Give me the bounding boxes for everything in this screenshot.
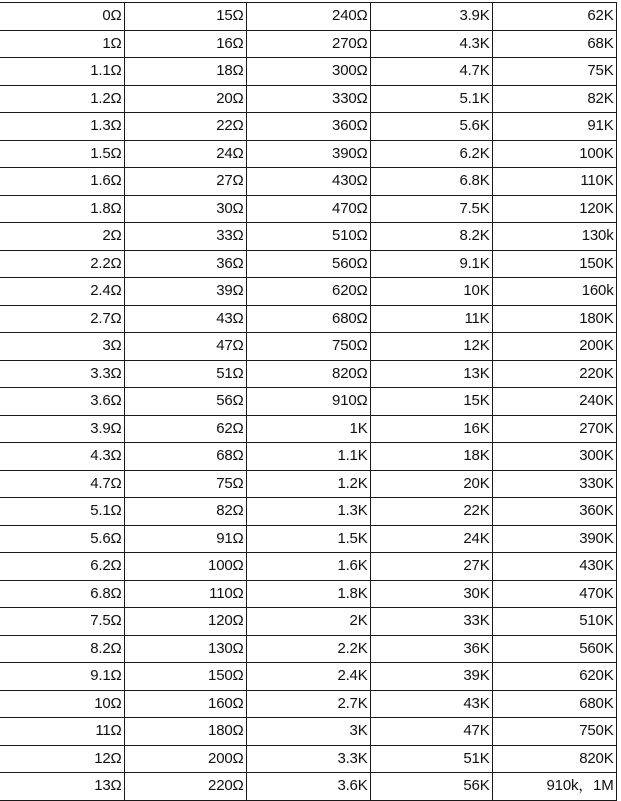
table-cell-col-4: 10K — [370, 278, 492, 306]
table-cell-col-5: 360K — [492, 498, 616, 526]
table-cell-col-1: 1.1Ω — [0, 58, 124, 86]
table-cell-col-1: 2Ω — [0, 223, 124, 251]
table-cell-col-2: 150Ω — [124, 663, 246, 691]
table-cell-col-1: 3.3Ω — [0, 360, 124, 388]
table-cell-col-5: 130k — [492, 223, 616, 251]
table-cell-col-3: 510Ω — [246, 223, 370, 251]
table-cell-col-3: 1.5K — [246, 525, 370, 553]
resistor-values-table — [0, 2, 617, 801]
table-row — [0, 690, 616, 718]
table-cell-col-5: 620K — [492, 663, 616, 691]
table-cell-col-1: 1.8Ω — [0, 195, 124, 223]
table-cell-col-5: 75K — [492, 58, 616, 86]
table-cell-col-3: 1.8K — [246, 580, 370, 608]
table-cell-col-2: 43Ω — [124, 305, 246, 333]
table-row — [0, 553, 616, 581]
table-row — [0, 773, 616, 801]
table-row — [0, 470, 616, 498]
table-cell-col-4: 33K — [370, 608, 492, 636]
table-cell-col-2: 180Ω — [124, 718, 246, 746]
table-cell-col-4: 7.5K — [370, 195, 492, 223]
table-row — [0, 718, 616, 746]
table-cell-col-5: 300K — [492, 443, 616, 471]
table-cell-col-5: 100K — [492, 140, 616, 168]
table-row — [0, 663, 616, 691]
table-cell-col-2: 120Ω — [124, 608, 246, 636]
table-cell-col-4: 9.1K — [370, 250, 492, 278]
table-cell-col-2: 18Ω — [124, 58, 246, 86]
table-row — [0, 608, 616, 636]
table-cell-col-4: 13K — [370, 360, 492, 388]
table-cell-col-2: 36Ω — [124, 250, 246, 278]
table-cell-col-2: 30Ω — [124, 195, 246, 223]
table-row — [0, 250, 616, 278]
table-row — [0, 635, 616, 663]
table-cell-col-1: 6.8Ω — [0, 580, 124, 608]
table-cell-col-1: 9.1Ω — [0, 663, 124, 691]
table-cell-col-3: 3K — [246, 718, 370, 746]
table-row — [0, 745, 616, 773]
table-row — [0, 278, 616, 306]
table-cell-col-3: 910Ω — [246, 388, 370, 416]
table-cell-col-4: 4.3K — [370, 30, 492, 58]
table-cell-col-1: 2.2Ω — [0, 250, 124, 278]
table-cell-col-1: 5.1Ω — [0, 498, 124, 526]
table-cell-col-3: 820Ω — [246, 360, 370, 388]
table-row — [0, 415, 616, 443]
table-cell-col-5: 150K — [492, 250, 616, 278]
table-cell-col-5: 91K — [492, 113, 616, 141]
table-cell-col-2: 20Ω — [124, 85, 246, 113]
table-cell-col-5: 910k，1M — [492, 773, 616, 801]
table-cell-col-1: 1.3Ω — [0, 113, 124, 141]
table-cell-col-3: 2.7K — [246, 690, 370, 718]
table-cell-col-5: 82K — [492, 85, 616, 113]
table-cell-col-1: 1.6Ω — [0, 168, 124, 196]
table-cell-col-2: 39Ω — [124, 278, 246, 306]
table-cell-col-4: 56K — [370, 773, 492, 801]
table-cell-col-4: 4.7K — [370, 58, 492, 86]
table-row — [0, 498, 616, 526]
table-cell-col-5: 200K — [492, 333, 616, 361]
table-cell-col-1: 3.6Ω — [0, 388, 124, 416]
table-cell-col-5: 68K — [492, 30, 616, 58]
table-cell-col-5: 270K — [492, 415, 616, 443]
table-cell-col-4: 51K — [370, 745, 492, 773]
table-cell-col-1: 5.6Ω — [0, 525, 124, 553]
table-cell-col-4: 24K — [370, 525, 492, 553]
table-cell-col-3: 3.6K — [246, 773, 370, 801]
table-cell-col-4: 3.9K — [370, 3, 492, 31]
table-cell-col-5: 470K — [492, 580, 616, 608]
table-cell-col-2: 220Ω — [124, 773, 246, 801]
table-cell-col-5: 120K — [492, 195, 616, 223]
table-cell-col-2: 22Ω — [124, 113, 246, 141]
table-cell-col-2: 27Ω — [124, 168, 246, 196]
table-cell-col-1: 10Ω — [0, 690, 124, 718]
table-cell-col-2: 24Ω — [124, 140, 246, 168]
table-cell-col-1: 11Ω — [0, 718, 124, 746]
table-cell-col-4: 22K — [370, 498, 492, 526]
table-cell-col-1: 3.9Ω — [0, 415, 124, 443]
table-cell-col-1: 7.5Ω — [0, 608, 124, 636]
table-cell-col-3: 360Ω — [246, 113, 370, 141]
table-cell-col-1: 0Ω — [0, 3, 124, 31]
table-cell-col-2: 51Ω — [124, 360, 246, 388]
table-cell-col-4: 5.1K — [370, 85, 492, 113]
table-cell-col-2: 82Ω — [124, 498, 246, 526]
table-cell-col-4: 30K — [370, 580, 492, 608]
table-cell-col-3: 330Ω — [246, 85, 370, 113]
table-cell-col-2: 130Ω — [124, 635, 246, 663]
table-cell-col-4: 11K — [370, 305, 492, 333]
table-cell-col-3: 3.3K — [246, 745, 370, 773]
table-cell-col-5: 430K — [492, 553, 616, 581]
table-cell-col-3: 390Ω — [246, 140, 370, 168]
table-row — [0, 333, 616, 361]
table-cell-col-3: 240Ω — [246, 3, 370, 31]
table-cell-col-3: 300Ω — [246, 58, 370, 86]
table-cell-col-1: 4.7Ω — [0, 470, 124, 498]
table-cell-col-4: 15K — [370, 388, 492, 416]
table-cell-col-5: 220K — [492, 360, 616, 388]
table-cell-col-1: 1.2Ω — [0, 85, 124, 113]
table-cell-col-2: 68Ω — [124, 443, 246, 471]
table-row — [0, 140, 616, 168]
table-cell-col-5: 330K — [492, 470, 616, 498]
table-row — [0, 360, 616, 388]
table-cell-col-3: 470Ω — [246, 195, 370, 223]
table-cell-col-4: 27K — [370, 553, 492, 581]
table-row — [0, 113, 616, 141]
table-cell-col-5: 240K — [492, 388, 616, 416]
table-cell-col-4: 36K — [370, 635, 492, 663]
table-cell-col-2: 160Ω — [124, 690, 246, 718]
table-cell-col-3: 1.6K — [246, 553, 370, 581]
table-row — [0, 525, 616, 553]
table-cell-col-4: 18K — [370, 443, 492, 471]
table-row — [0, 443, 616, 471]
table-cell-col-1: 2.7Ω — [0, 305, 124, 333]
table-cell-col-3: 430Ω — [246, 168, 370, 196]
table-cell-col-5: 110K — [492, 168, 616, 196]
table-cell-col-4: 6.2K — [370, 140, 492, 168]
table-cell-col-3: 1.3K — [246, 498, 370, 526]
table-cell-col-2: 15Ω — [124, 3, 246, 31]
table-cell-col-4: 8.2K — [370, 223, 492, 251]
table-cell-col-5: 560K — [492, 635, 616, 663]
table-cell-col-2: 110Ω — [124, 580, 246, 608]
table-cell-col-5: 750K — [492, 718, 616, 746]
table-cell-col-3: 2.4K — [246, 663, 370, 691]
table-cell-col-3: 750Ω — [246, 333, 370, 361]
table-cell-col-4: 43K — [370, 690, 492, 718]
table-cell-col-5: 820K — [492, 745, 616, 773]
table-cell-col-1: 13Ω — [0, 773, 124, 801]
table-cell-col-2: 91Ω — [124, 525, 246, 553]
table-row — [0, 85, 616, 113]
table-cell-col-1: 3Ω — [0, 333, 124, 361]
table-cell-col-1: 1Ω — [0, 30, 124, 58]
table-body — [0, 3, 616, 801]
table-cell-col-4: 47K — [370, 718, 492, 746]
table-cell-col-3: 1.2K — [246, 470, 370, 498]
table-cell-col-1: 4.3Ω — [0, 443, 124, 471]
table-row — [0, 58, 616, 86]
table-cell-col-2: 33Ω — [124, 223, 246, 251]
table-cell-col-3: 2K — [246, 608, 370, 636]
table-cell-col-3: 1K — [246, 415, 370, 443]
table-row — [0, 223, 616, 251]
table-cell-col-4: 16K — [370, 415, 492, 443]
table-cell-col-2: 62Ω — [124, 415, 246, 443]
table-cell-col-3: 560Ω — [246, 250, 370, 278]
table-row — [0, 3, 616, 31]
table-cell-col-2: 200Ω — [124, 745, 246, 773]
table-cell-col-2: 75Ω — [124, 470, 246, 498]
table-cell-col-1: 8.2Ω — [0, 635, 124, 663]
table-row — [0, 30, 616, 58]
table-cell-col-3: 680Ω — [246, 305, 370, 333]
table-cell-col-4: 6.8K — [370, 168, 492, 196]
table-row — [0, 168, 616, 196]
table-cell-col-1: 12Ω — [0, 745, 124, 773]
table-cell-col-4: 20K — [370, 470, 492, 498]
table-cell-col-5: 680K — [492, 690, 616, 718]
table-cell-col-3: 620Ω — [246, 278, 370, 306]
table-cell-col-5: 62K — [492, 3, 616, 31]
table-cell-col-5: 390K — [492, 525, 616, 553]
table-row — [0, 388, 616, 416]
table-cell-col-5: 160k — [492, 278, 616, 306]
table-cell-col-4: 12K — [370, 333, 492, 361]
table-cell-col-1: 1.5Ω — [0, 140, 124, 168]
table-cell-col-3: 1.1K — [246, 443, 370, 471]
table-row — [0, 195, 616, 223]
table-cell-col-2: 56Ω — [124, 388, 246, 416]
table-cell-col-2: 47Ω — [124, 333, 246, 361]
table-cell-col-2: 100Ω — [124, 553, 246, 581]
table-row — [0, 580, 616, 608]
table-cell-col-4: 39K — [370, 663, 492, 691]
table-cell-col-1: 6.2Ω — [0, 553, 124, 581]
table-row — [0, 305, 616, 333]
table-cell-col-2: 16Ω — [124, 30, 246, 58]
table-cell-col-3: 2.2K — [246, 635, 370, 663]
table-cell-col-5: 180K — [492, 305, 616, 333]
table-cell-col-3: 270Ω — [246, 30, 370, 58]
table-cell-col-1: 2.4Ω — [0, 278, 124, 306]
table-cell-col-5: 510K — [492, 608, 616, 636]
table-cell-col-4: 5.6K — [370, 113, 492, 141]
